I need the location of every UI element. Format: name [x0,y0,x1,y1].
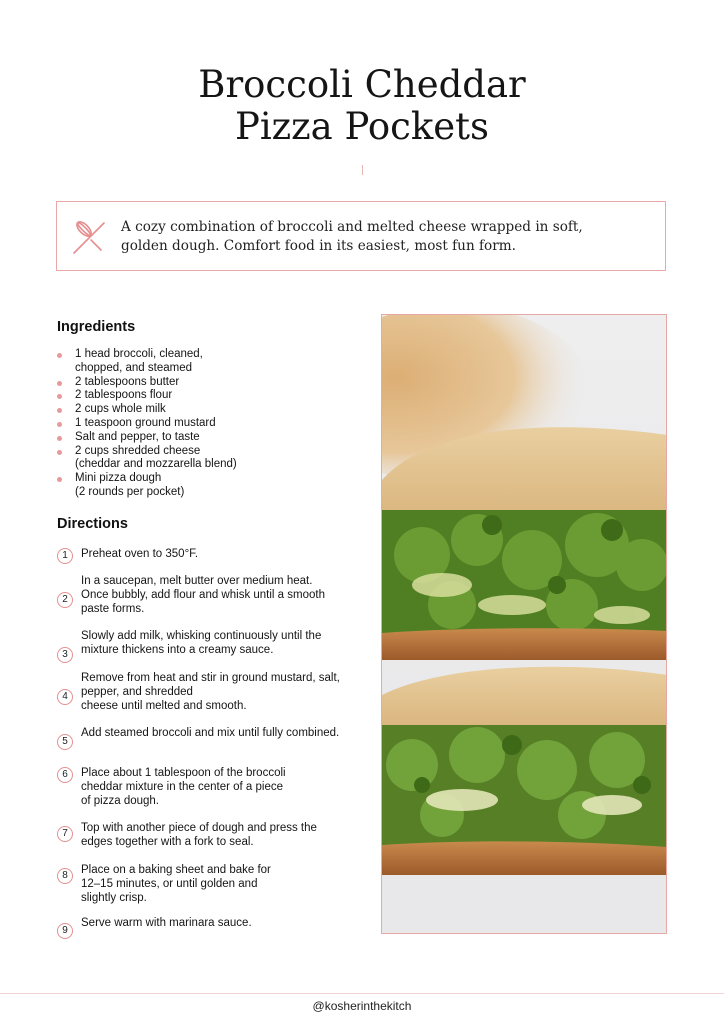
food-photo [381,314,667,934]
step-text [81,727,371,741]
whisk-and-rolling-pin-icon [69,216,109,256]
step-text-line: Once bubbly, add flour and whisk until a smooth [81,588,325,601]
title-line-2: Pizza Pockets [234,105,490,148]
step-text [81,575,371,616]
ingredient-text: chopped, and steamed [75,361,193,374]
bullet-icon [57,394,62,399]
step-text [81,917,371,931]
ingredient-text: 2 cups whole milk [75,403,166,416]
ingredient-text: 2 tablespoons flour [75,389,173,402]
title-line-1: Broccoli Cheddar [198,63,526,106]
footer-divider [0,993,724,994]
bullet-icon [57,450,62,455]
ingredient-text: 2 cups shredded cheese [75,444,201,457]
step-text [81,630,371,658]
step-text-line: Serve warm with marinara sauce. [81,917,252,929]
pizza-pockets-illustration [382,315,667,934]
intro-description [121,218,641,256]
directions-heading: Directions [57,516,128,532]
step-text-line: slightly crisp. [81,891,147,904]
step-text-line: Slowly add milk, whisking continuously until the [81,630,322,642]
ingredient-item [57,445,367,473]
step-text-line: 12–15 minutes, or until golden and [81,877,258,890]
title-divider [362,165,363,175]
ingredient-item [57,376,367,390]
ingredients-list [57,348,367,500]
ingredient-item [57,472,367,500]
step-text-line: Top with another piece of dough and press the [81,822,317,834]
step-text-line: pepper, and shredded [81,685,193,698]
step-number-badge: 6 [57,767,73,783]
ingredients-heading: Ingredients [57,319,136,335]
step-text [81,767,371,808]
ingredient-text: (cheddar and mozzarella blend) [75,458,237,471]
step-number-badge: 1 [57,548,73,564]
step-text-line: edges together with a fork to seal. [81,835,254,848]
step-number-badge: 9 [57,923,73,939]
page-title [0,64,724,148]
step-text-line: cheese until melted and smooth. [81,699,247,712]
step-number-badge: 8 [57,868,73,884]
ingredient-item [57,389,367,403]
intro-line-1: A cozy combination of broccoli and melted cheese wrapped in soft, [121,219,583,235]
step-text [81,672,371,713]
ingredient-item [57,403,367,417]
step-text-line: of pizza dough. [81,794,160,807]
bullet-icon [57,477,62,482]
ingredient-text: 2 tablespoons butter [75,375,180,388]
bullet-icon [57,381,62,386]
step-number-badge: 7 [57,826,73,842]
step-number-badge: 2 [57,592,73,608]
intro-line-2: golden dough. Comfort food in its easiest, most fun form. [121,238,516,254]
ingredient-text: 1 head broccoli, cleaned, [75,348,203,360]
step-text [81,548,371,562]
ingredient-text: (2 rounds per pocket) [75,485,185,498]
step-text-line: Place on a baking sheet and bake for [81,864,271,876]
step-text-line: paste forms. [81,602,145,615]
bullet-icon [57,408,62,413]
step-text-line: mixture thickens into a creamy sauce. [81,643,274,656]
ingredient-item [57,431,367,445]
step-text-line: Remove from heat and stir in ground mustard, salt, [81,672,340,684]
bullet-icon [57,353,62,358]
ingredient-text: Salt and pepper, to taste [75,430,200,443]
step-text [81,864,371,905]
ingredient-text: Mini pizza dough [75,472,162,485]
step-text-line: cheddar mixture in the center of a piece [81,780,284,793]
step-number-badge: 4 [57,689,73,705]
step-text [81,822,371,850]
step-text-line: Preheat oven to 350°F. [81,548,199,560]
step-text-line: Place about 1 tablespoon of the broccoli [81,767,286,779]
step-text-line: In a saucepan, melt butter over medium heat. [81,575,313,587]
footer-handle: @kosherinthekitch [312,999,412,1013]
ingredient-item [57,417,367,431]
intro-box [56,201,666,271]
step-number-badge: 5 [57,734,73,750]
ingredient-item [57,348,367,376]
bullet-icon [57,436,62,441]
step-number-badge: 3 [57,647,73,663]
ingredient-text: 1 teaspoon ground mustard [75,416,216,429]
bullet-icon [57,422,62,427]
step-text-line: Add steamed broccoli and mix until fully combined. [81,727,340,739]
